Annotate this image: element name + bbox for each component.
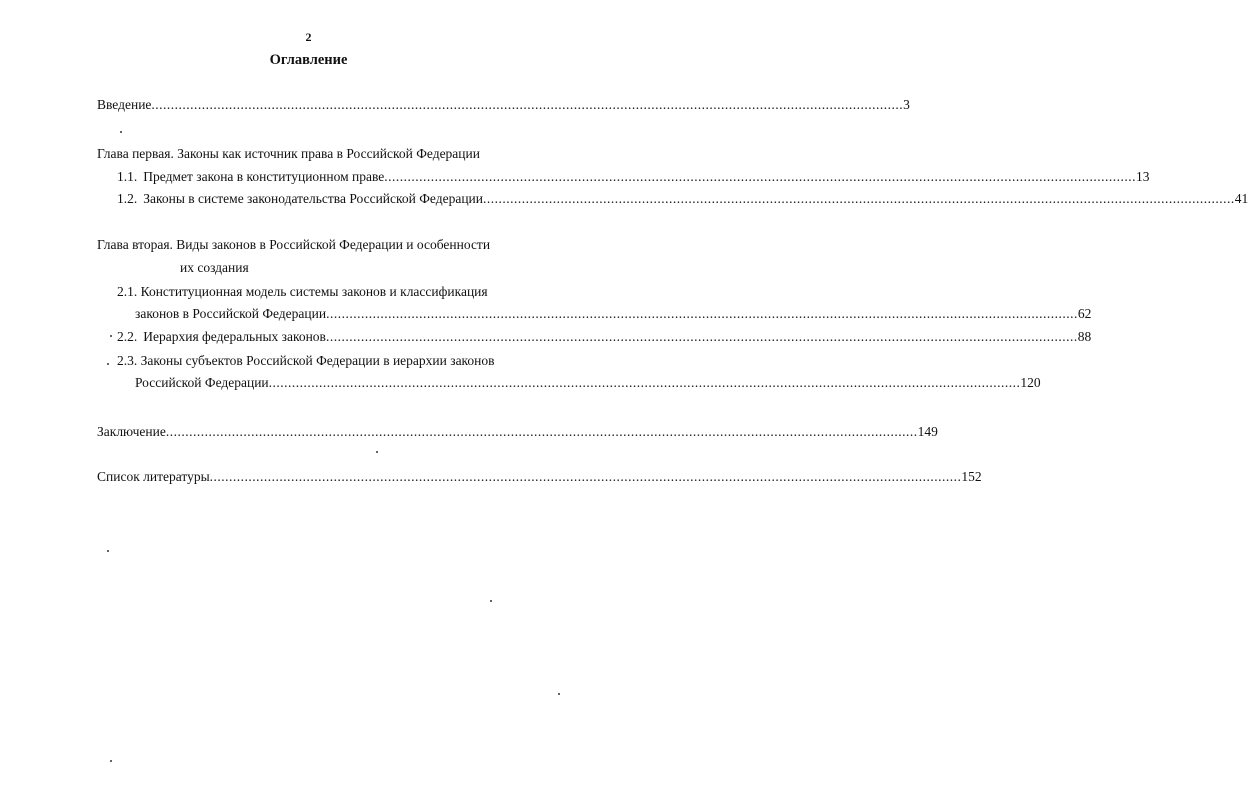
chapter-heading: Глава первая. Законы как источник права в Российской Федерации bbox=[97, 146, 480, 161]
toc-entry-text: Заключение bbox=[97, 424, 166, 439]
toc-entry-2-3-line2 bbox=[135, 374, 1041, 392]
scan-speck bbox=[376, 451, 378, 453]
page-title: Оглавление bbox=[269, 52, 348, 68]
toc-entry-text: Законы в системе законодательства Российской Федерации bbox=[143, 191, 484, 206]
toc-entry-text: Предмет закона в конституционном праве bbox=[143, 169, 385, 184]
toc-entry-1-2 bbox=[117, 190, 1248, 208]
toc-entry-page: 88 bbox=[1077, 329, 1092, 344]
page-number: 2 bbox=[305, 30, 312, 44]
toc-entry-page: 41 bbox=[1234, 191, 1248, 206]
dot-leader: .................................................................................................................................................................................................. bbox=[384, 169, 1137, 184]
dot-leader: .................................................................................................................................................................................................. bbox=[483, 191, 1235, 206]
scan-speck bbox=[120, 131, 122, 133]
toc-entry-1-1 bbox=[117, 168, 1150, 186]
toc-entry-conclusion bbox=[97, 423, 938, 441]
toc-entry-2-3-line1 bbox=[117, 352, 495, 370]
dot-leader: .................................................................................................................................................................................................. bbox=[268, 375, 1021, 390]
dot-leader: .................................................................................................................................................................................................. bbox=[325, 329, 1078, 344]
toc-entry-text: Конституционная модель системы законов и классификация bbox=[140, 284, 488, 299]
dot-leader: .................................................................................................................................................................................................. bbox=[165, 424, 918, 439]
toc-entry-text: Иерархия федеральных законов bbox=[143, 329, 326, 344]
dot-leader: .................................................................................................................................................................................................. bbox=[151, 97, 904, 112]
toc-entry-text: Введение bbox=[97, 97, 152, 112]
toc-entry-text: Список литературы bbox=[97, 469, 210, 484]
toc-entry-text: Российской Федерации bbox=[135, 375, 269, 390]
toc-entry-intro bbox=[97, 96, 910, 114]
scan-speck bbox=[110, 335, 112, 337]
scan-speck bbox=[558, 693, 560, 695]
toc-entry-text: Законы субъектов Российской Федерации в иерархии законов bbox=[140, 353, 495, 368]
chapter-heading-continued: их создания bbox=[180, 260, 249, 275]
toc-entry-text: законов в Российской Федерации bbox=[135, 306, 327, 321]
toc-entry-2-2 bbox=[117, 328, 1092, 346]
toc-entry-number: 2.1. bbox=[117, 284, 138, 299]
toc-entry-page: 3 bbox=[903, 97, 910, 112]
chapter-heading: Глава вторая. Виды законов в Российской Федерации и особенности bbox=[97, 237, 491, 252]
dot-leader: .................................................................................................................................................................................................. bbox=[209, 469, 962, 484]
toc-entry-2-1-line1 bbox=[117, 283, 488, 301]
scan-speck bbox=[107, 363, 109, 365]
toc-entry-number: 2.2. bbox=[117, 329, 138, 344]
toc-entry-page: 152 bbox=[961, 469, 982, 484]
toc-entry-page: 62 bbox=[1077, 306, 1092, 321]
toc-entry-number: 1.2. bbox=[117, 191, 138, 206]
toc-entry-bibliography bbox=[97, 468, 982, 486]
scan-speck bbox=[110, 760, 112, 762]
toc-entry-page: 149 bbox=[917, 424, 938, 439]
scan-speck bbox=[490, 600, 492, 602]
scan-speck bbox=[107, 550, 109, 552]
toc-entry-page: 13 bbox=[1136, 169, 1150, 184]
toc-entry-page: 120 bbox=[1020, 375, 1041, 390]
dot-leader: .................................................................................................................................................................................................. bbox=[326, 306, 1078, 321]
toc-entry-2-1-line2 bbox=[135, 305, 1092, 323]
toc-entry-number: 2.3. bbox=[117, 353, 138, 368]
toc-entry-number: 1.1. bbox=[117, 169, 138, 184]
